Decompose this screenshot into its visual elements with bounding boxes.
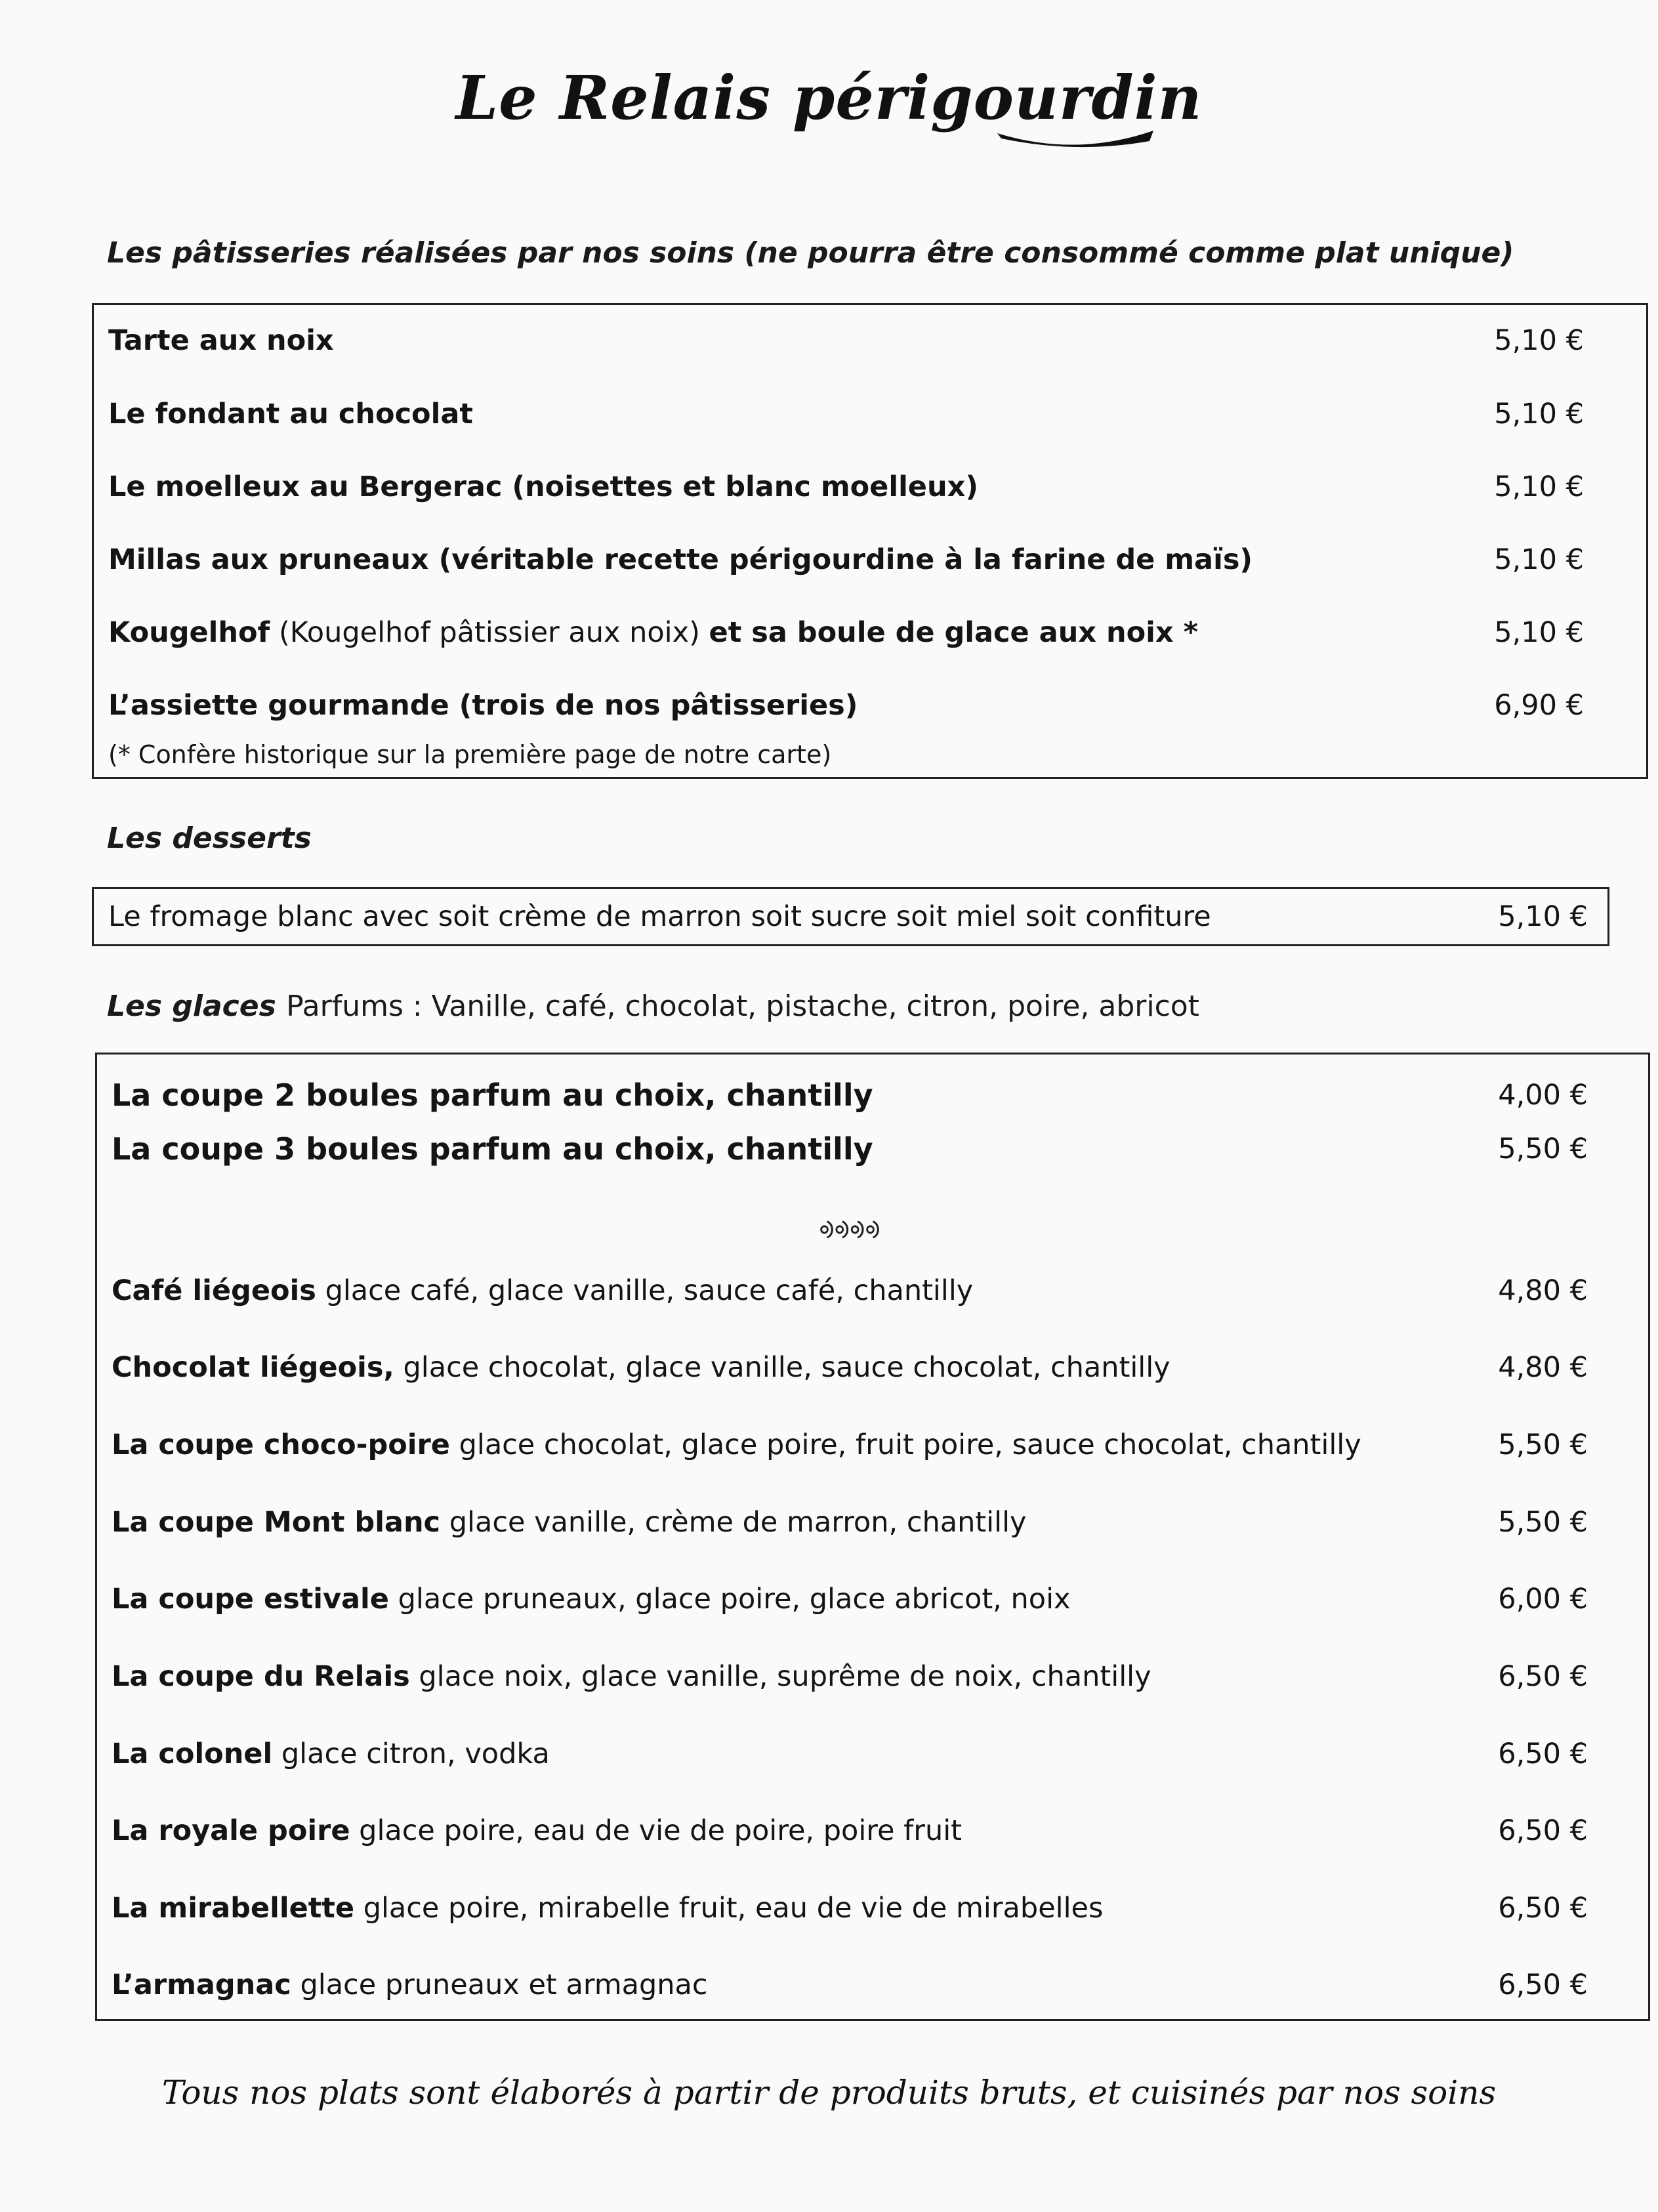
item-text bbox=[112, 1271, 973, 1310]
item-price: 6,50 € bbox=[1498, 1969, 1588, 2001]
patisseries-box bbox=[92, 303, 1648, 779]
desserts-box bbox=[92, 887, 1609, 946]
menu-item bbox=[112, 1271, 1588, 1310]
menu-item bbox=[112, 1075, 1588, 1115]
menu-item bbox=[108, 467, 1584, 507]
item-price: 5,50 € bbox=[1498, 1429, 1588, 1461]
item-name: Le fondant au chocolat bbox=[108, 398, 473, 430]
menu-item bbox=[108, 613, 1584, 652]
ornament-divider: ᢀᢀᢀᢀ bbox=[819, 1217, 881, 1247]
item-text bbox=[112, 1811, 962, 1850]
menu-item bbox=[112, 1425, 1588, 1465]
item-name-detail: (Kougelhof pâtissier aux noix) bbox=[278, 616, 700, 649]
item-price: 5,10 € bbox=[1494, 470, 1584, 503]
section-title-glaces-label: Les glaces bbox=[107, 990, 276, 1023]
menu-item bbox=[112, 1348, 1588, 1387]
item-text bbox=[112, 1579, 1070, 1619]
footnote-text: (* Confère historique sur la première page de notre carte) bbox=[108, 740, 832, 769]
item-price: 5,10 € bbox=[1494, 543, 1584, 576]
item-text bbox=[112, 1734, 550, 1774]
item-name: La coupe choco-poire bbox=[112, 1429, 450, 1461]
item-description: glace vanille, crème de marron, chantilly bbox=[449, 1506, 1027, 1539]
footnote bbox=[108, 735, 1584, 774]
item-text bbox=[112, 1503, 1026, 1542]
item-name: La coupe Mont blanc bbox=[112, 1506, 441, 1539]
item-price: 6,50 € bbox=[1498, 1738, 1588, 1770]
item-name: La colonel bbox=[112, 1738, 273, 1770]
item-text bbox=[112, 1348, 1171, 1387]
item-name bbox=[108, 613, 1198, 652]
item-text bbox=[112, 1889, 1103, 1928]
menu-item bbox=[112, 1579, 1588, 1619]
item-name: Le moelleux au Bergerac (noisettes et blanc moelleux) bbox=[108, 470, 978, 503]
item-price: 6,00 € bbox=[1498, 1583, 1588, 1616]
item-price: 5,10 € bbox=[1494, 616, 1584, 649]
item-name: Chocolat liégeois, bbox=[112, 1351, 394, 1384]
menu-item bbox=[108, 540, 1584, 579]
item-name: La coupe 2 boules parfum au choix, chantilly bbox=[112, 1077, 873, 1113]
menu-item bbox=[108, 686, 1584, 725]
item-name: Le fromage blanc avec soit crème de marron soit sucre soit miel soit confiture bbox=[108, 900, 1211, 933]
item-name: Millas aux pruneaux (véritable recette périgourdine à la farine de maïs) bbox=[108, 543, 1253, 576]
item-price: 6,90 € bbox=[1494, 689, 1584, 722]
item-text bbox=[112, 1425, 1361, 1465]
item-price: 5,10 € bbox=[1494, 398, 1584, 430]
menu-item bbox=[112, 1503, 1588, 1542]
section-title-desserts: Les desserts bbox=[107, 822, 312, 855]
item-price: 4,80 € bbox=[1498, 1274, 1588, 1307]
section-title-glaces bbox=[107, 990, 1199, 1023]
footer-note: Tous nos plats sont élaborés à partir de produits bruts, et cuisinés par nos soins bbox=[161, 2074, 1497, 2112]
item-price: 5,10 € bbox=[1494, 324, 1584, 357]
menu-item bbox=[108, 394, 1584, 434]
flavours-list: Parfums : Vanille, café, chocolat, pistache, citron, poire, abricot bbox=[286, 990, 1199, 1023]
title-swoosh-decoration bbox=[997, 128, 1155, 154]
item-name-part: Kougelhof bbox=[108, 616, 270, 649]
item-price: 4,00 € bbox=[1498, 1079, 1588, 1112]
item-description: glace chocolat, glace poire, fruit poire, sauce chocolat, chantilly bbox=[459, 1429, 1361, 1461]
item-name: La coupe du Relais bbox=[112, 1660, 410, 1693]
item-price: 5,50 € bbox=[1498, 1133, 1588, 1165]
item-description: glace citron, vodka bbox=[281, 1738, 550, 1770]
item-name: L’assiette gourmande (trois de nos pâtisseries) bbox=[108, 689, 858, 722]
item-name: La coupe 3 boules parfum au choix, chantilly bbox=[112, 1131, 873, 1167]
item-name: La mirabellette bbox=[112, 1892, 355, 1925]
item-name-part: et sa boule de glace aux noix * bbox=[709, 616, 1199, 649]
item-description: glace poire, mirabelle fruit, eau de vie de mirabelles bbox=[363, 1892, 1104, 1925]
item-name: La royale poire bbox=[112, 1814, 350, 1847]
item-description: glace noix, glace vanille, suprême de noix, chantilly bbox=[419, 1660, 1151, 1693]
item-price: 6,50 € bbox=[1498, 1660, 1588, 1693]
menu-item bbox=[112, 1811, 1588, 1850]
section-title-patisseries: Les pâtisseries réalisées par nos soins (ne pourra être consommé comme plat unique) bbox=[107, 236, 1514, 270]
item-price: 6,50 € bbox=[1498, 1892, 1588, 1925]
item-price: 4,80 € bbox=[1498, 1351, 1588, 1384]
menu-item bbox=[112, 1889, 1588, 1928]
glaces-box bbox=[95, 1053, 1650, 2021]
item-description: glace pruneaux, glace poire, glace abricot, noix bbox=[398, 1583, 1071, 1616]
menu-item bbox=[112, 1734, 1588, 1774]
item-text bbox=[112, 1965, 708, 2005]
item-price: 5,10 € bbox=[1498, 900, 1588, 933]
item-description: glace pruneaux et armagnac bbox=[300, 1969, 708, 2001]
item-description: glace poire, eau de vie de poire, poire fruit bbox=[359, 1814, 963, 1847]
item-description: glace chocolat, glace vanille, sauce chocolat, chantilly bbox=[403, 1351, 1171, 1384]
menu-item bbox=[112, 1965, 1588, 2005]
item-name: L’armagnac bbox=[112, 1969, 291, 2001]
item-text bbox=[112, 1657, 1151, 1696]
item-description: glace café, glace vanille, sauce café, chantilly bbox=[325, 1274, 974, 1307]
menu-item bbox=[112, 1129, 1588, 1169]
menu-item bbox=[108, 897, 1588, 936]
item-price: 5,50 € bbox=[1498, 1506, 1588, 1539]
item-price: 6,50 € bbox=[1498, 1814, 1588, 1847]
page-title: Le Relais périgourdin bbox=[455, 62, 1203, 133]
item-name: La coupe estivale bbox=[112, 1583, 389, 1616]
menu-item bbox=[112, 1657, 1588, 1696]
item-name: Café liégeois bbox=[112, 1274, 316, 1307]
menu-item bbox=[108, 321, 1584, 360]
item-name: Tarte aux noix bbox=[108, 324, 334, 357]
